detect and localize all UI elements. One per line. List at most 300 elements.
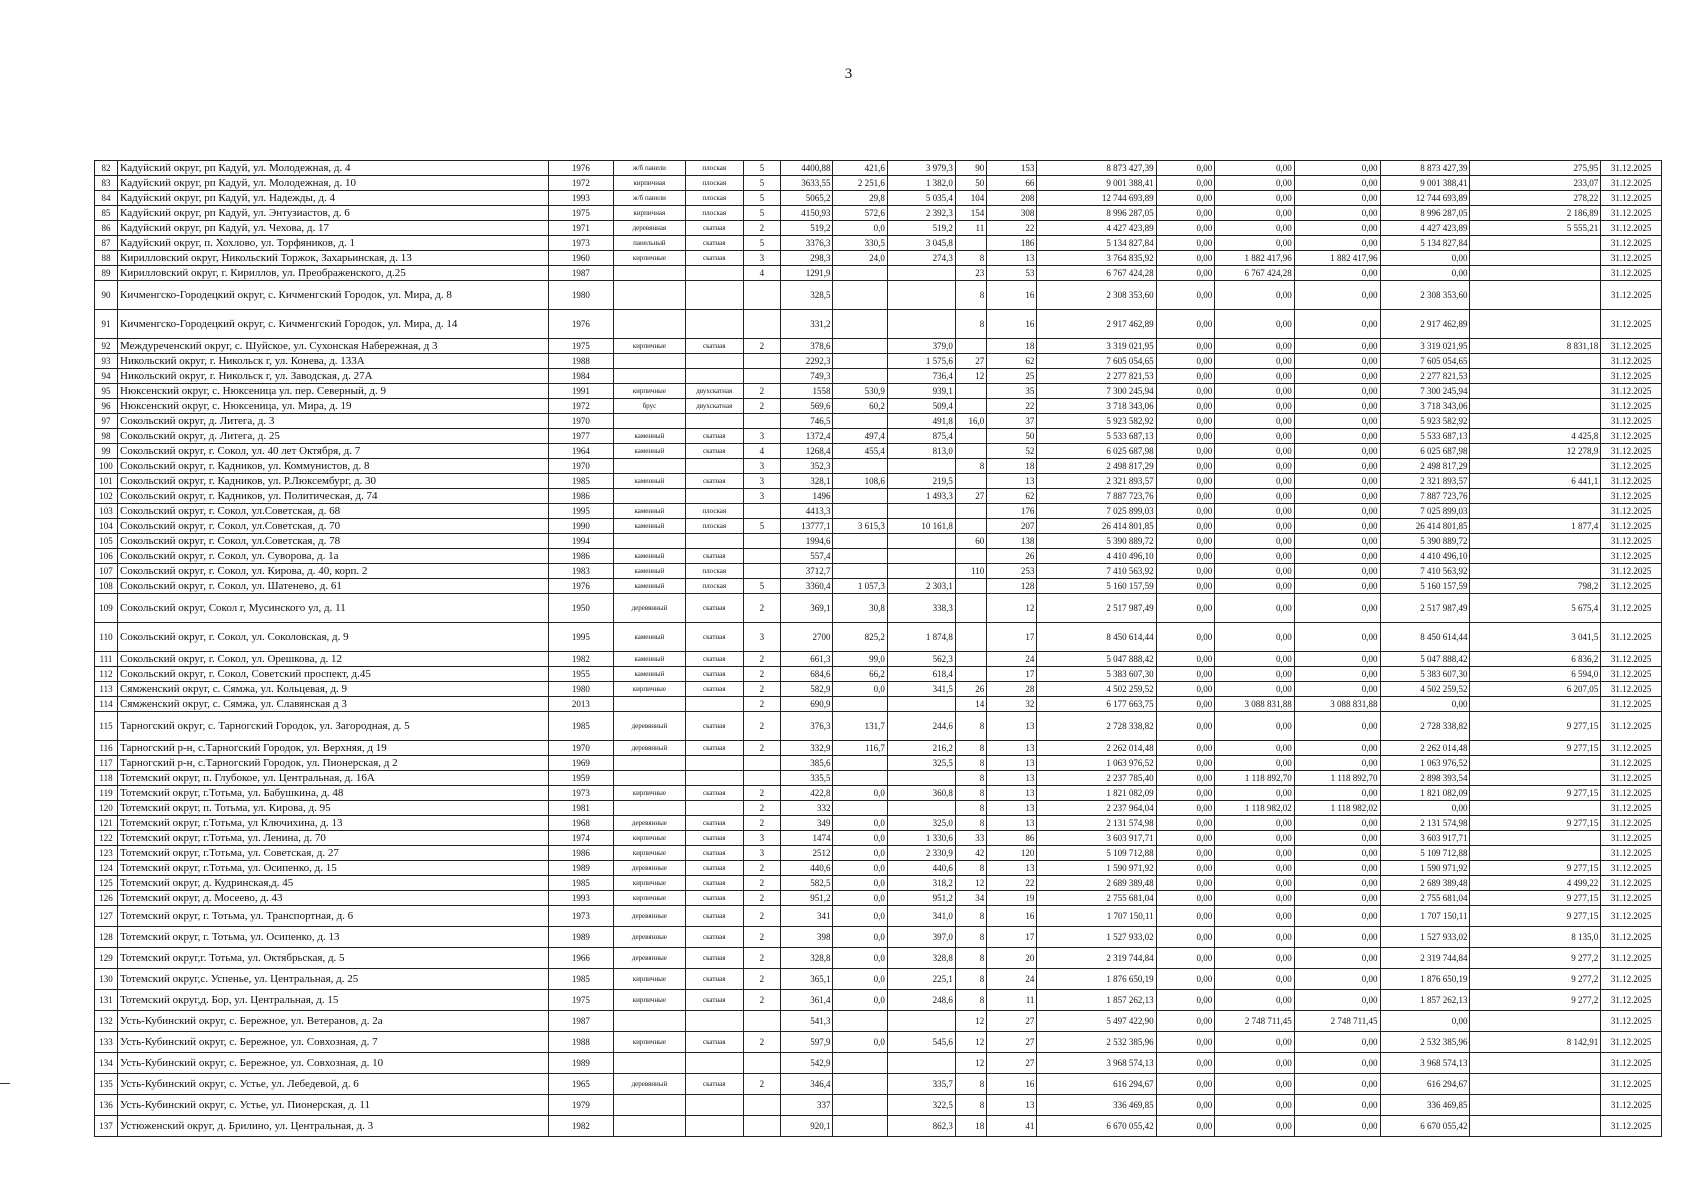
cell-roof-type: плоская [685, 191, 743, 206]
cell-total-cost: 4 502 259,52 [1037, 682, 1156, 697]
cell-residents: 13 [987, 756, 1037, 771]
cell-residential-area: 322,5 [887, 1095, 955, 1116]
cell-address: Междуреченский округ, с. Шуйское, ул. Сухонская Набережная, д 3 [118, 339, 549, 354]
cell-total-cost: 1 707 150,11 [1037, 906, 1156, 927]
table-row [95, 906, 1662, 927]
cell-total-cost: 5 134 827,84 [1037, 236, 1156, 251]
cell-address: Кадуйский округ, п. Хохлово, ул. Торфяников, д. 1 [118, 236, 549, 251]
table-row [95, 534, 1662, 549]
cell-fund-share: 0,00 [1156, 1074, 1215, 1095]
cell-floors: 3 [743, 831, 781, 846]
cell-row-number: 108 [95, 579, 118, 594]
cell-address: Сокольский округ, г. Сокол, ул. Суворова, д. 1а [118, 549, 549, 564]
cell-wall-material: каменный [613, 652, 685, 667]
cell-build-year: 1964 [548, 444, 613, 459]
cell-fund-share: 0,00 [1156, 281, 1215, 310]
cell-deadline: 31.12.2025 [1601, 741, 1662, 756]
cell-floors: 2 [743, 801, 781, 816]
cell-roof-type: плоская [685, 564, 743, 579]
cell-floors: 3 [743, 846, 781, 861]
cell-roof-type: скатная [685, 969, 743, 990]
cell-fund-share: 0,00 [1156, 266, 1215, 281]
cell-non-residential-area: 24,0 [833, 251, 887, 266]
cell-regional-share: 0,00 [1215, 1053, 1295, 1074]
cell-regional-share: 2 748 711,45 [1215, 1011, 1295, 1032]
cell-residents: 27 [987, 1011, 1037, 1032]
cell-regional-share: 0,00 [1215, 206, 1295, 221]
cell-total-cost: 2 237 785,40 [1037, 771, 1156, 786]
cell-wall-material: кирпичные [613, 876, 685, 891]
cell-owners-share: 26 414 801,85 [1380, 519, 1470, 534]
cell-residential-area: 2 392,3 [887, 206, 955, 221]
table-row [95, 444, 1662, 459]
cell-municipal-share: 0,00 [1294, 384, 1380, 399]
cell-owners-share: 336 469,85 [1380, 1095, 1470, 1116]
cell-deadline: 31.12.2025 [1601, 1011, 1662, 1032]
cell-municipal-share: 0,00 [1294, 969, 1380, 990]
cell-total-cost: 4 427 423,89 [1037, 221, 1156, 236]
cell-non-residential-area: 0,0 [833, 927, 887, 948]
cell-roof-type: плоская [685, 504, 743, 519]
cell-cost-per-sqm: 8 135,0 [1470, 927, 1601, 948]
cell-apartments: 8 [955, 816, 986, 831]
cell-cost-per-sqm: 9 277,15 [1470, 741, 1601, 756]
table-row [95, 1074, 1662, 1095]
cell-regional-share: 0,00 [1215, 369, 1295, 384]
cell-municipal-share: 0,00 [1294, 816, 1380, 831]
cell-residents: 13 [987, 801, 1037, 816]
cell-municipal-share: 0,00 [1294, 1053, 1380, 1074]
cell-floors: 2 [743, 712, 781, 741]
cell-residential-area: 1 575,6 [887, 354, 955, 369]
cell-residential-area [887, 534, 955, 549]
cell-residents: 16 [987, 906, 1037, 927]
cell-regional-share: 1 118 892,70 [1215, 771, 1295, 786]
cell-deadline: 31.12.2025 [1601, 1095, 1662, 1116]
cell-build-year: 1989 [548, 861, 613, 876]
cell-floors: 5 [743, 579, 781, 594]
cell-address: Усть-Кубинский округ, с. Бережное, ул. Ветеранов, д. 2а [118, 1011, 549, 1032]
cell-apartments: 8 [955, 927, 986, 948]
cell-wall-material: деревянный [613, 1074, 685, 1095]
cell-cost-per-sqm [1470, 756, 1601, 771]
cell-regional-share: 0,00 [1215, 1074, 1295, 1095]
cell-deadline: 31.12.2025 [1601, 519, 1662, 534]
cell-non-residential-area [833, 1011, 887, 1032]
cell-wall-material: деревянный [613, 712, 685, 741]
cell-cost-per-sqm: 9 277,2 [1470, 948, 1601, 969]
cell-deadline: 31.12.2025 [1601, 756, 1662, 771]
cell-build-year: 1995 [548, 623, 613, 652]
cell-municipal-share: 2 748 711,45 [1294, 1011, 1380, 1032]
cell-address: Кадуйский округ, рп Кадуй, ул. Молодежная, д. 4 [118, 161, 549, 176]
cell-address: Кичменгско-Городецкий округ, с. Кичменгский Городок, ул. Мира, д. 8 [118, 281, 549, 310]
cell-cost-per-sqm [1470, 369, 1601, 384]
cell-municipal-share: 0,00 [1294, 519, 1380, 534]
cell-residential-area [887, 266, 955, 281]
cell-total-area: 951,2 [781, 891, 833, 906]
cell-build-year: 1982 [548, 652, 613, 667]
cell-total-cost: 5 923 582,92 [1037, 414, 1156, 429]
cell-apartments [955, 444, 986, 459]
cell-residential-area: 325,5 [887, 756, 955, 771]
cell-residential-area: 3 045,8 [887, 236, 955, 251]
cell-cost-per-sqm [1470, 414, 1601, 429]
cell-non-residential-area: 0,0 [833, 221, 887, 236]
cell-floors [743, 369, 781, 384]
cell-residents: 13 [987, 786, 1037, 801]
cell-municipal-share: 0,00 [1294, 623, 1380, 652]
cell-address: Сокольский округ, г. Сокол, ул.Советская, д. 78 [118, 534, 549, 549]
cell-total-area: 2292,3 [781, 354, 833, 369]
cell-regional-share: 0,00 [1215, 579, 1295, 594]
cell-municipal-share: 0,00 [1294, 354, 1380, 369]
cell-floors [743, 1095, 781, 1116]
cell-floors: 2 [743, 594, 781, 623]
cell-floors: 3 [743, 459, 781, 474]
cell-municipal-share: 1 118 982,02 [1294, 801, 1380, 816]
cell-fund-share: 0,00 [1156, 534, 1215, 549]
cell-total-area: 3633,55 [781, 176, 833, 191]
cell-fund-share: 0,00 [1156, 652, 1215, 667]
cell-roof-type: плоская [685, 519, 743, 534]
cell-residential-area [887, 1011, 955, 1032]
cell-regional-share: 0,00 [1215, 741, 1295, 756]
cell-apartments: 8 [955, 281, 986, 310]
cell-total-cost: 5 497 422,90 [1037, 1011, 1156, 1032]
cell-regional-share: 0,00 [1215, 399, 1295, 414]
cell-non-residential-area [833, 534, 887, 549]
cell-residential-area: 1 874,8 [887, 623, 955, 652]
table-row [95, 310, 1662, 339]
cell-build-year: 1986 [548, 846, 613, 861]
cell-apartments: 90 [955, 161, 986, 176]
cell-non-residential-area: 0,0 [833, 969, 887, 990]
cell-wall-material: кирпичные [613, 990, 685, 1011]
cell-cost-per-sqm [1470, 1116, 1601, 1137]
cell-roof-type: скатная [685, 927, 743, 948]
table-row [95, 682, 1662, 697]
cell-build-year: 1971 [548, 221, 613, 236]
cell-row-number: 118 [95, 771, 118, 786]
cell-deadline: 31.12.2025 [1601, 990, 1662, 1011]
cell-roof-type [685, 459, 743, 474]
cell-total-area: 398 [781, 927, 833, 948]
cell-roof-type: скатная [685, 236, 743, 251]
cell-total-cost: 5 160 157,59 [1037, 579, 1156, 594]
cell-deadline: 31.12.2025 [1601, 1032, 1662, 1053]
cell-cost-per-sqm: 9 277,2 [1470, 990, 1601, 1011]
cell-floors [743, 549, 781, 564]
cell-cost-per-sqm [1470, 459, 1601, 474]
cell-row-number: 90 [95, 281, 118, 310]
cell-total-cost: 6 670 055,42 [1037, 1116, 1156, 1137]
cell-residential-area: 2 330,9 [887, 846, 955, 861]
cell-total-area: 684,6 [781, 667, 833, 682]
cell-regional-share: 0,00 [1215, 891, 1295, 906]
cell-municipal-share: 0,00 [1294, 990, 1380, 1011]
table-row [95, 1095, 1662, 1116]
cell-apartments: 60 [955, 534, 986, 549]
cell-total-cost: 4 410 496,10 [1037, 549, 1156, 564]
cell-floors: 2 [743, 816, 781, 831]
cell-total-cost: 1 527 933,02 [1037, 927, 1156, 948]
cell-build-year: 1990 [548, 519, 613, 534]
cell-wall-material: кирпичные [613, 1032, 685, 1053]
cell-roof-type: скатная [685, 444, 743, 459]
cell-build-year: 1975 [548, 339, 613, 354]
cell-regional-share: 0,00 [1215, 474, 1295, 489]
cell-non-residential-area [833, 1053, 887, 1074]
cell-owners-share: 7 887 723,76 [1380, 489, 1470, 504]
cell-row-number: 114 [95, 697, 118, 712]
cell-build-year: 1970 [548, 459, 613, 474]
cell-residential-area: 225,1 [887, 969, 955, 990]
cell-total-cost: 616 294,67 [1037, 1074, 1156, 1095]
cell-residential-area [887, 281, 955, 310]
cell-fund-share: 0,00 [1156, 697, 1215, 712]
cell-cost-per-sqm: 9 277,15 [1470, 816, 1601, 831]
cell-total-cost: 1 821 082,09 [1037, 786, 1156, 801]
cell-floors: 2 [743, 969, 781, 990]
cell-cost-per-sqm [1470, 697, 1601, 712]
cell-total-cost: 3 968 574,13 [1037, 1053, 1156, 1074]
cell-apartments: 8 [955, 786, 986, 801]
cell-fund-share: 0,00 [1156, 221, 1215, 236]
cell-total-cost: 1 590 971,92 [1037, 861, 1156, 876]
cell-row-number: 123 [95, 846, 118, 861]
cell-residential-area: 216,2 [887, 741, 955, 756]
cell-residents: 52 [987, 444, 1037, 459]
cell-residents: 24 [987, 652, 1037, 667]
cell-floors: 2 [743, 384, 781, 399]
cell-cost-per-sqm: 2 186,89 [1470, 206, 1601, 221]
cell-roof-type: скатная [685, 1032, 743, 1053]
cell-build-year: 1980 [548, 682, 613, 697]
cell-residents: 13 [987, 1095, 1037, 1116]
cell-row-number: 137 [95, 1116, 118, 1137]
cell-address: Кичменгско-Городецкий округ, с. Кичменгский Городок, ул. Мира, д. 14 [118, 310, 549, 339]
cell-address: Кирилловский округ, г. Кириллов, ул. Преображенского, д.25 [118, 266, 549, 281]
cell-cost-per-sqm: 278,22 [1470, 191, 1601, 206]
cell-roof-type: скатная [685, 786, 743, 801]
cell-wall-material [613, 534, 685, 549]
cell-residential-area: 397,0 [887, 927, 955, 948]
cell-floors [743, 1116, 781, 1137]
cell-residential-area [887, 504, 955, 519]
cell-cost-per-sqm: 3 041,5 [1470, 623, 1601, 652]
cell-apartments: 42 [955, 846, 986, 861]
cell-regional-share: 0,00 [1215, 906, 1295, 927]
cell-regional-share: 0,00 [1215, 191, 1295, 206]
cell-row-number: 98 [95, 429, 118, 444]
cell-total-area: 1268,4 [781, 444, 833, 459]
cell-address: Тарногский р-н, с.Тарногский Городок, ул. Верхняя, д 19 [118, 741, 549, 756]
cell-wall-material: деревянная [613, 221, 685, 236]
cell-wall-material: каменный [613, 519, 685, 534]
cell-cost-per-sqm [1470, 236, 1601, 251]
cell-municipal-share: 0,00 [1294, 712, 1380, 741]
cell-apartments: 8 [955, 251, 986, 266]
table-row [95, 846, 1662, 861]
cell-fund-share: 0,00 [1156, 1116, 1215, 1137]
cell-roof-type [685, 281, 743, 310]
cell-municipal-share: 1 118 892,70 [1294, 771, 1380, 786]
cell-build-year: 1975 [548, 206, 613, 221]
cell-residential-area: 219,5 [887, 474, 955, 489]
cell-roof-type: плоская [685, 176, 743, 191]
cell-address: Тотемский округ, д. Кудринская,д. 45 [118, 876, 549, 891]
cell-roof-type: скатная [685, 861, 743, 876]
cell-apartments: 8 [955, 310, 986, 339]
cell-fund-share: 0,00 [1156, 741, 1215, 756]
cell-wall-material [613, 281, 685, 310]
table-row [95, 712, 1662, 741]
cell-fund-share: 0,00 [1156, 667, 1215, 682]
table-row [95, 697, 1662, 712]
cell-residential-area [887, 801, 955, 816]
cell-deadline: 31.12.2025 [1601, 1116, 1662, 1137]
cell-wall-material [613, 266, 685, 281]
cell-wall-material: панельный [613, 236, 685, 251]
table-row [95, 876, 1662, 891]
cell-floors: 2 [743, 741, 781, 756]
cell-regional-share: 0,00 [1215, 504, 1295, 519]
cell-residents: 28 [987, 682, 1037, 697]
cell-total-cost: 2 917 462,89 [1037, 310, 1156, 339]
cell-owners-share: 2 532 385,96 [1380, 1032, 1470, 1053]
cell-build-year: 1985 [548, 969, 613, 990]
cell-row-number: 111 [95, 652, 118, 667]
cell-wall-material: деревянные [613, 927, 685, 948]
cell-residents: 208 [987, 191, 1037, 206]
cell-floors: 2 [743, 221, 781, 236]
cell-residential-area: 335,7 [887, 1074, 955, 1095]
cell-fund-share: 0,00 [1156, 489, 1215, 504]
cell-deadline: 31.12.2025 [1601, 876, 1662, 891]
cell-residential-area: 318,2 [887, 876, 955, 891]
cell-cost-per-sqm [1470, 310, 1601, 339]
cell-address: Тотемский округ, г. Тотьма, ул. Осипенко, д. 13 [118, 927, 549, 948]
cell-owners-share: 12 744 693,89 [1380, 191, 1470, 206]
cell-regional-share: 0,00 [1215, 310, 1295, 339]
cell-row-number: 93 [95, 354, 118, 369]
cell-build-year: 1979 [548, 1095, 613, 1116]
cell-total-area: 376,3 [781, 712, 833, 741]
cell-roof-type: скатная [685, 990, 743, 1011]
cell-residential-area [887, 459, 955, 474]
cell-wall-material [613, 354, 685, 369]
table-row [95, 741, 1662, 756]
cell-row-number: 106 [95, 549, 118, 564]
table-row [95, 399, 1662, 414]
cell-non-residential-area: 60,2 [833, 399, 887, 414]
cell-address: Тотемский округ, д. Мосеево, д. 43 [118, 891, 549, 906]
cell-roof-type [685, 697, 743, 712]
cell-owners-share: 0,00 [1380, 801, 1470, 816]
cell-build-year: 1973 [548, 786, 613, 801]
cell-cost-per-sqm [1470, 549, 1601, 564]
cell-owners-share: 5 047 888,42 [1380, 652, 1470, 667]
cell-total-area: 328,8 [781, 948, 833, 969]
cell-residential-area: 338,3 [887, 594, 955, 623]
cell-total-cost: 6 025 687,98 [1037, 444, 1156, 459]
cell-total-area: 335,5 [781, 771, 833, 786]
cell-deadline: 31.12.2025 [1601, 369, 1662, 384]
cell-non-residential-area: 116,7 [833, 741, 887, 756]
cell-apartments: 8 [955, 712, 986, 741]
cell-wall-material: кирпичные [613, 846, 685, 861]
cell-total-area: 440,6 [781, 861, 833, 876]
cell-total-area: 378,6 [781, 339, 833, 354]
cell-non-residential-area [833, 1116, 887, 1137]
cell-row-number: 112 [95, 667, 118, 682]
cell-non-residential-area [833, 459, 887, 474]
cell-deadline: 31.12.2025 [1601, 846, 1662, 861]
cell-non-residential-area: 3 615,3 [833, 519, 887, 534]
cell-total-cost: 12 744 693,89 [1037, 191, 1156, 206]
cell-wall-material: каменный [613, 549, 685, 564]
cell-regional-share: 0,00 [1215, 969, 1295, 990]
cell-floors [743, 771, 781, 786]
cell-total-cost: 7 887 723,76 [1037, 489, 1156, 504]
cell-row-number: 107 [95, 564, 118, 579]
cell-deadline: 31.12.2025 [1601, 191, 1662, 206]
cell-row-number: 113 [95, 682, 118, 697]
cell-row-number: 100 [95, 459, 118, 474]
cell-total-area: 661,3 [781, 652, 833, 667]
cell-deadline: 31.12.2025 [1601, 534, 1662, 549]
table-row [95, 831, 1662, 846]
cell-municipal-share: 0,00 [1294, 221, 1380, 236]
cell-deadline: 31.12.2025 [1601, 927, 1662, 948]
cell-non-residential-area: 497,4 [833, 429, 887, 444]
cell-owners-share: 0,00 [1380, 697, 1470, 712]
cell-address: Кадуйский округ, рп Кадуй, ул. Энтузиастов, д. 6 [118, 206, 549, 221]
cell-deadline: 31.12.2025 [1601, 339, 1662, 354]
cell-apartments: 8 [955, 771, 986, 786]
cell-non-residential-area: 572,6 [833, 206, 887, 221]
cell-regional-share: 0,00 [1215, 876, 1295, 891]
cell-row-number: 105 [95, 534, 118, 549]
cell-regional-share: 0,00 [1215, 1095, 1295, 1116]
cell-deadline: 31.12.2025 [1601, 579, 1662, 594]
cell-non-residential-area: 0,0 [833, 786, 887, 801]
table-row [95, 176, 1662, 191]
cell-wall-material [613, 310, 685, 339]
housing-registry-table [94, 160, 1662, 1137]
cell-total-area: 3712,7 [781, 564, 833, 579]
cell-floors: 2 [743, 891, 781, 906]
cell-roof-type: скатная [685, 741, 743, 756]
cell-roof-type [685, 1095, 743, 1116]
cell-wall-material: деревянные [613, 906, 685, 927]
table-row [95, 251, 1662, 266]
cell-fund-share: 0,00 [1156, 310, 1215, 339]
cell-residential-area: 519,2 [887, 221, 955, 236]
cell-owners-share: 2 319 744,84 [1380, 948, 1470, 969]
cell-total-area: 1474 [781, 831, 833, 846]
cell-residential-area [887, 564, 955, 579]
cell-fund-share: 0,00 [1156, 354, 1215, 369]
cell-total-area: 341 [781, 906, 833, 927]
cell-build-year: 1985 [548, 712, 613, 741]
cell-apartments [955, 474, 986, 489]
table-row [95, 266, 1662, 281]
cell-apartments: 27 [955, 354, 986, 369]
cell-wall-material: брус [613, 399, 685, 414]
cell-roof-type [685, 756, 743, 771]
